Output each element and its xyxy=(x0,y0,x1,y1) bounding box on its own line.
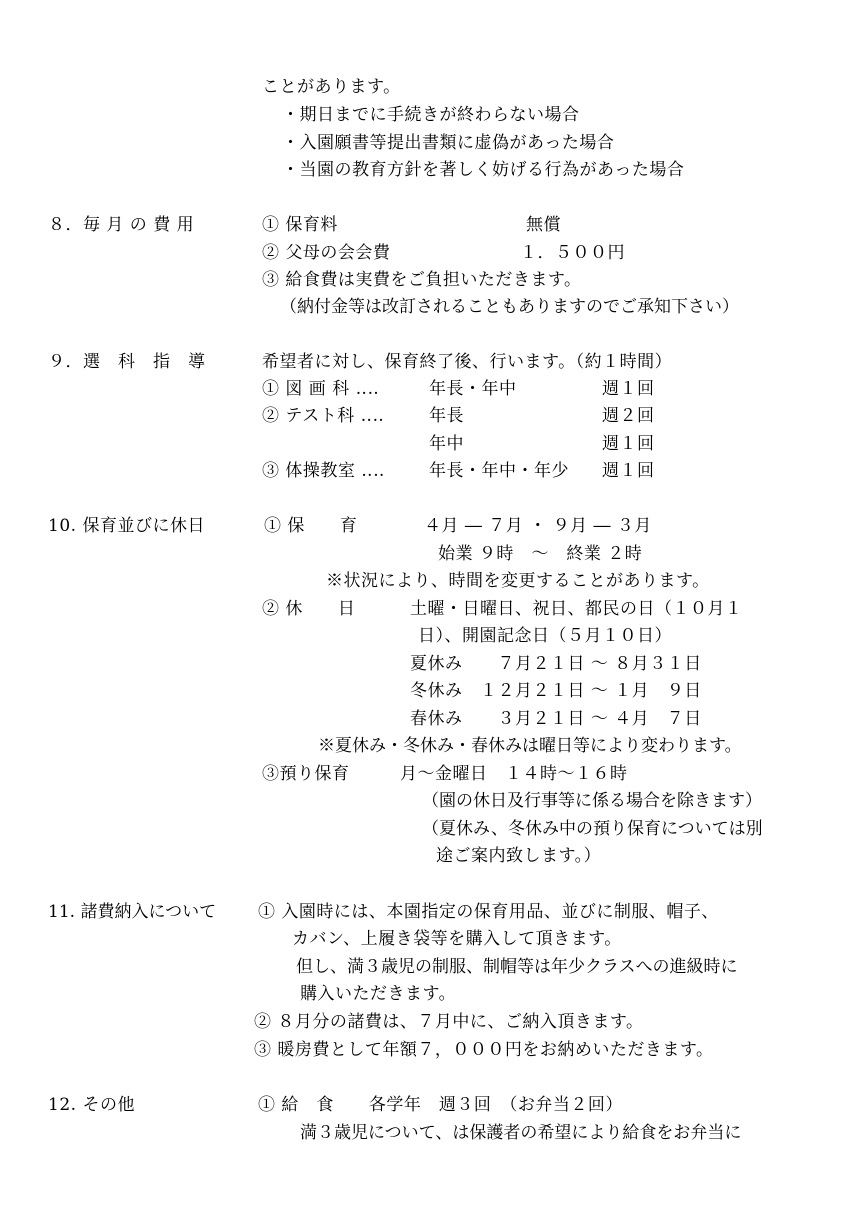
sec11-item2: ② ８月分の諸費は、７月中に、ご納入頂きます。 xyxy=(254,1012,644,1032)
sec9-row2-name: ② テスト科 ‥‥ xyxy=(262,406,385,426)
sec9-row1-name: ① 図 画 科 ‥‥ xyxy=(262,379,380,399)
sec9-row3-freq: 週１回 xyxy=(602,434,655,454)
sec10-winter-break: 冬休み １２月２１日 ～ １月 ９日 xyxy=(410,681,702,701)
sec11-item3: ③ 暖房費として年額７，０００円をお納めいただきます。 xyxy=(254,1040,714,1060)
sec10-item3-note3: 途ご案内致します。） xyxy=(436,846,602,866)
sec11-item1-line2: カバン、上履き袋等を購入して頂きます。 xyxy=(292,929,622,949)
sec12-heading: 12. その他 xyxy=(48,1095,135,1115)
sec10-item1-note: ※状況により、時間を変更することがあります。 xyxy=(326,571,710,591)
sec9-row2-freq: 週２回 xyxy=(602,406,655,426)
sec9-heading: ９．選 科 指 導 xyxy=(48,352,206,372)
sec11-item1-line3: 但し、満３歳児の制服、制帽等は年少クラスへの進級時に xyxy=(296,957,738,977)
sec10-item1-period: ４月 ― ７月 ・ ９月 ― ３月 xyxy=(424,516,652,536)
sec8-note: （納付金等は改訂されることもありますのでご承知下さい） xyxy=(280,297,739,317)
sec9-row4-grade: 年長・年中・年少 xyxy=(429,461,569,481)
sec10-item2-label: ② 休 日 xyxy=(262,599,356,619)
sec7-intro: ことがあります。 xyxy=(262,77,401,97)
sec11-item1-line1: ① 入園時には、本園指定の保育用品、並びに制服、帽子、 xyxy=(258,902,719,922)
sec8-item3: ③ 給食費は実費をご負担いただきます。 xyxy=(262,270,582,290)
sec11-item1-line4: 購入いただきます。 xyxy=(300,984,457,1004)
sec7-bullet-3: ・当園の教育方針を著しく妨げる行為があった場合 xyxy=(282,160,685,180)
sec10-item2-line2: 日）、開園記念日（５月１０日） xyxy=(418,626,672,646)
sec8-item2-label: ② 父母の会会費 xyxy=(262,243,391,263)
sec9-row3-grade: 年中 xyxy=(429,434,464,454)
sec10-item3-note2: （夏休み、冬休み中の預り保育については別 xyxy=(422,819,763,839)
sec8-item1-label: ① 保育料 xyxy=(262,215,338,235)
sec10-heading: 10. 保育並びに休日 xyxy=(48,516,205,536)
sec8-item1-value: 無償 xyxy=(526,215,561,235)
sec10-item1-label: ① 保 育 xyxy=(264,516,358,536)
sec9-row1-grade: 年長・年中 xyxy=(429,379,517,399)
sec11-heading: 11. 諸費納入について xyxy=(48,902,217,922)
sec9-row4-name: ③ 体操教室 ‥‥ xyxy=(262,461,385,481)
sec10-holiday-note: ※夏休み・冬休み・春休みは曜日等により変わります。 xyxy=(318,736,742,756)
sec8-item2-value: １．５００円 xyxy=(520,243,625,263)
sec9-row2-grade: 年長 xyxy=(429,406,464,426)
sec9-row1-freq: 週１回 xyxy=(602,379,655,399)
sec8-heading: ８．毎 月 の 費 用 xyxy=(48,215,195,235)
sec9-intro: 希望者に対し、保育終了後、行います。（約１時間） xyxy=(262,352,673,372)
sec10-summer-break: 夏休み ７月２１日 ～ ８月３１日 xyxy=(410,654,702,674)
sec10-item3-note1: （園の休日及行事等に係る場合を除きます） xyxy=(422,791,762,811)
sec7-bullet-2: ・入園願書等提出書類に虚偽があった場合 xyxy=(282,133,615,153)
sec10-item2-line1: 土曜・日曜日、祝日、都民の日（１０月１ xyxy=(410,599,743,619)
sec10-item1-hours: 始業 ９時 ～ 終業 ２時 xyxy=(438,544,643,564)
sec10-spring-break: 春休み ３月２１日 ～ ４月 ７日 xyxy=(410,709,702,729)
sec12-item1-line2: 満３歳児について、は保護者の希望により給食をお弁当に xyxy=(300,1123,742,1143)
sec9-row4-freq: 週１回 xyxy=(602,461,655,481)
sec10-item3-label: ③預り保育 xyxy=(262,764,350,784)
sec7-bullet-1: ・期日までに手続きが終わらない場合 xyxy=(282,105,580,125)
sec12-item1: ① 給 食 各学年 週３回 （お弁当２回） xyxy=(258,1095,623,1115)
sec10-item3-time: 月～金曜日 １４時～１６時 xyxy=(400,764,628,784)
